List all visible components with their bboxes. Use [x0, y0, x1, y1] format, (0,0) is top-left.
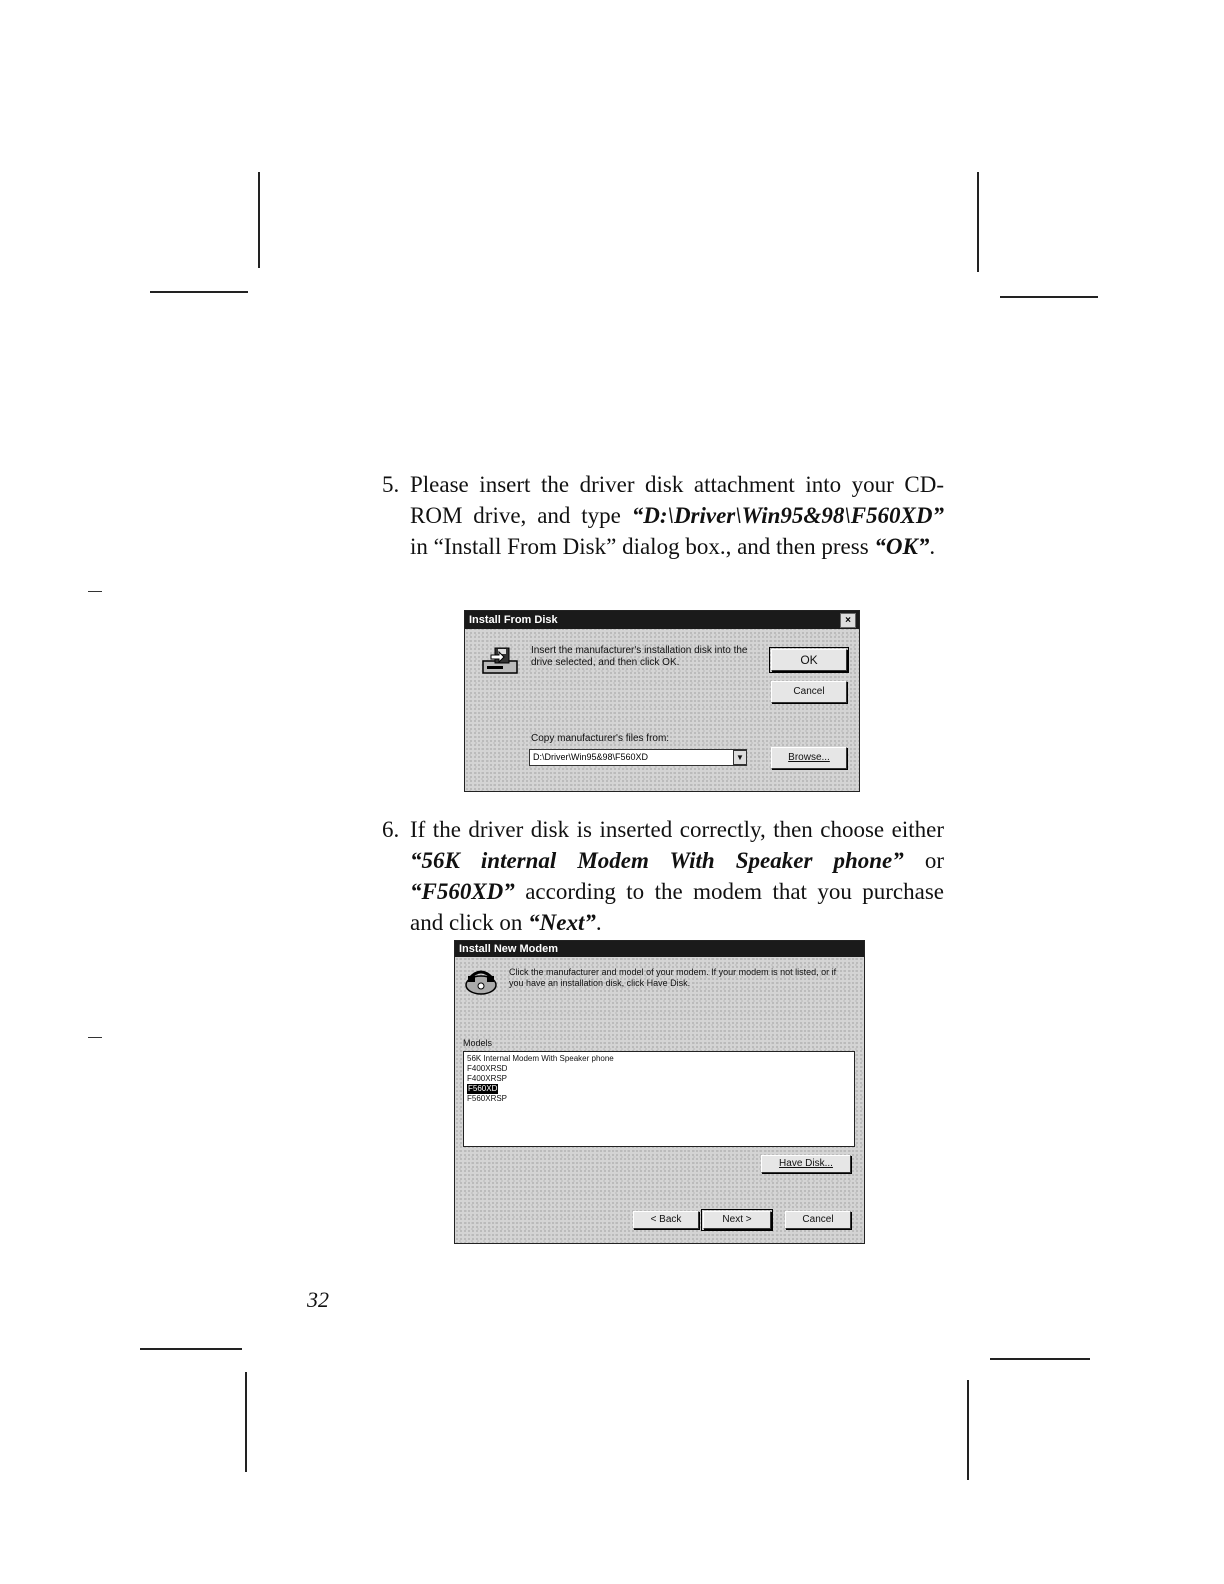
crop-mark-bottom-right-vertical [967, 1380, 969, 1480]
cancel-button[interactable]: Cancel [771, 681, 847, 703]
dialog-title-bar [465, 611, 859, 629]
model-item[interactable]: F400XRSD [467, 1064, 508, 1073]
margin-tick-lower [88, 1037, 102, 1038]
crop-mark-bottom-left-horizontal [140, 1348, 242, 1350]
step-6 [382, 814, 944, 938]
floppy-disk-drive-icon [479, 647, 521, 677]
have-disk-button[interactable]: Have Disk... [761, 1155, 851, 1173]
copy-from-path-input[interactable]: D:\Driver\Win95&98\F560XD [529, 749, 747, 766]
crop-mark-top-left-vertical [258, 172, 260, 268]
margin-tick-upper [88, 591, 102, 592]
step-6-text: If the driver disk is inserted correctly, then choose either “56K internal Modem With Speaker phone” or “F560XD” according to the modem that you purchase and click on “Next”. [410, 817, 944, 935]
crop-mark-bottom-right-horizontal [990, 1358, 1090, 1360]
models-label: Models [463, 1038, 493, 1048]
models-list[interactable] [463, 1051, 855, 1147]
insert-disk-prompt: Insert the manufacturer's installation disk into the drive selected, and then click OK. [531, 645, 748, 668]
next-text: “Next” [528, 910, 596, 935]
step-5 [382, 469, 944, 562]
close-button[interactable]: × [840, 613, 856, 628]
model-item[interactable]: F560XRSP [467, 1094, 508, 1103]
model-item[interactable]: 56K Internal Modem With Speaker phone [467, 1054, 614, 1063]
crop-mark-top-right-vertical [977, 172, 979, 272]
model-item[interactable]: F400XRSP [467, 1074, 508, 1083]
driver-path-text: “D:\Driver\Win95&98\F560XD” [631, 503, 944, 528]
crop-mark-top-right-horizontal [1000, 296, 1098, 298]
dialog-title: Install New Modem [459, 943, 559, 955]
browse-button[interactable]: Browse... [771, 747, 847, 769]
model-item-selected[interactable]: F560XD [468, 1084, 498, 1093]
ok-text: “OK” [874, 534, 930, 559]
step-5-number: 5. [382, 472, 400, 497]
modem-option-2-text: “F560XD” [410, 879, 515, 904]
step-6-number: 6. [382, 817, 400, 842]
dialog-title-bar [455, 941, 864, 957]
step-5-text: Please insert the driver disk attachment into your CD-ROM drive, and type “D:\Driver\Win95&98\F560XD” in “Install From Disk” dialog box., and then press “OK”. [410, 472, 944, 559]
ok-button[interactable]: OK [771, 649, 847, 671]
crop-mark-bottom-left-vertical [245, 1372, 247, 1472]
path-dropdown-button[interactable]: ▼ [733, 750, 747, 765]
page-number: 32 [307, 1287, 329, 1312]
back-button[interactable]: < Back [633, 1211, 699, 1229]
crop-mark-top-left-horizontal [150, 291, 248, 293]
modem-option-1-text: “56K internal Modem With Speaker phone” [410, 848, 904, 873]
modem-icon [463, 967, 499, 997]
install-from-disk-dialog [464, 610, 860, 792]
select-modem-prompt: Click the manufacturer and model of your modem. If your modem is not listed, or if you have an installation disk, click Have Disk. [509, 967, 837, 988]
install-new-modem-dialog [454, 940, 865, 1244]
copy-files-label: Copy manufacturer's files from: [531, 733, 670, 744]
next-button[interactable]: Next > [703, 1211, 771, 1229]
cancel-button[interactable]: Cancel [785, 1211, 851, 1229]
dialog-title: Install From Disk [469, 614, 558, 626]
